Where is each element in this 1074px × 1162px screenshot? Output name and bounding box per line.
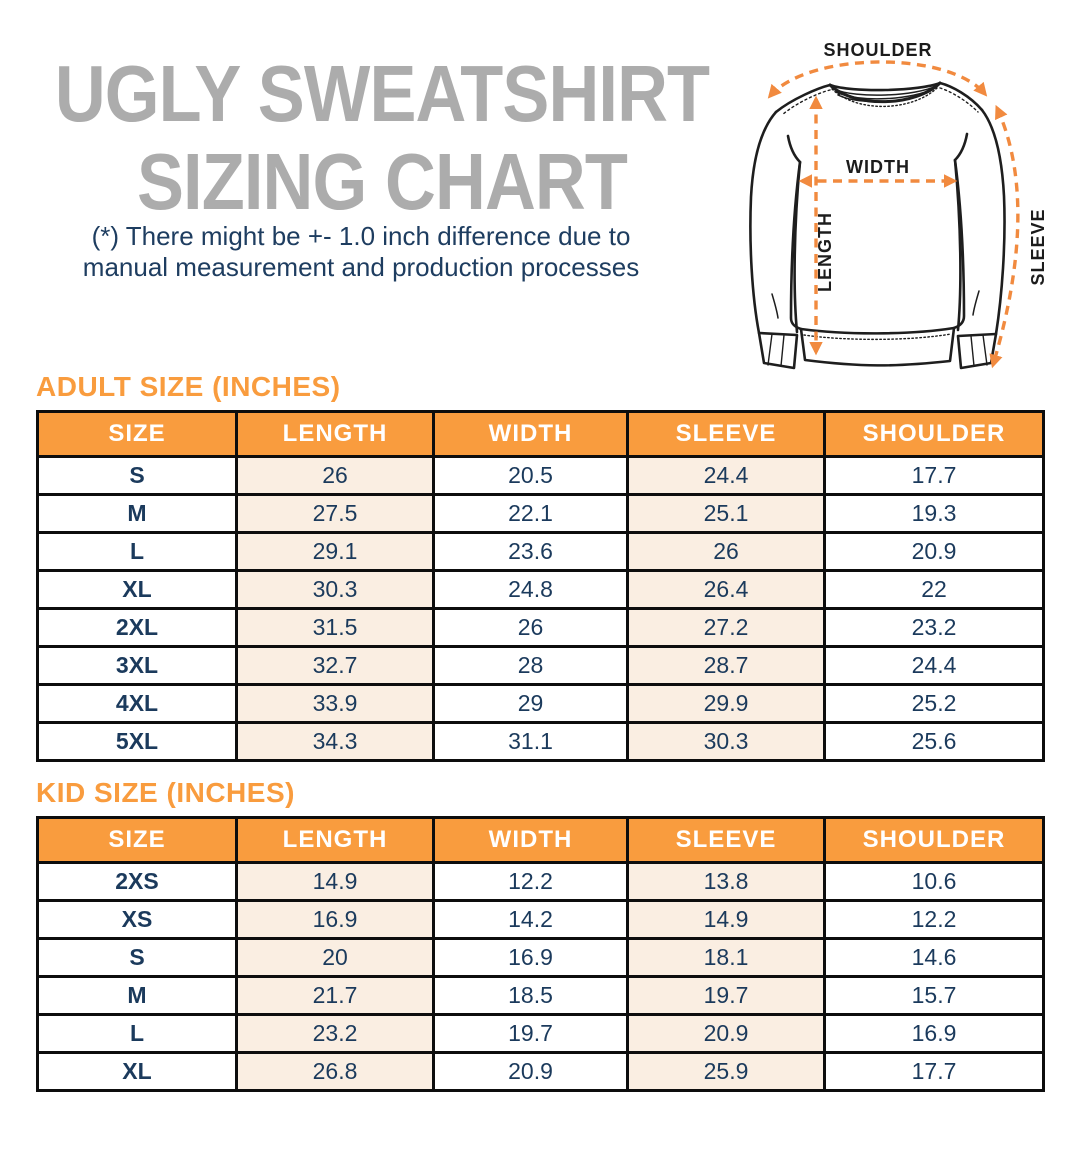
- value-cell: 12.2: [434, 863, 628, 901]
- value-cell: 26: [237, 457, 434, 495]
- value-cell: 19.3: [825, 495, 1044, 533]
- value-cell: 27.2: [628, 609, 825, 647]
- value-cell: 20.5: [434, 457, 628, 495]
- value-cell: 10.6: [825, 863, 1044, 901]
- kid-size-heading: KID SIZE (INCHES): [36, 777, 295, 808]
- table-row: [38, 1053, 1044, 1091]
- value-cell: 28: [434, 647, 628, 685]
- value-cell: 25.1: [628, 495, 825, 533]
- value-cell: 24.8: [434, 571, 628, 609]
- value-cell: 26.8: [237, 1053, 434, 1091]
- size-cell: 4XL: [38, 685, 237, 723]
- table-row: [38, 571, 1044, 609]
- value-cell: 23.6: [434, 533, 628, 571]
- value-cell: 16.9: [825, 1015, 1044, 1053]
- shoulder-label: SHOULDER: [823, 40, 933, 60]
- size-cell: XS: [38, 901, 237, 939]
- value-cell: 15.7: [825, 977, 1044, 1015]
- size-cell: 5XL: [38, 723, 237, 761]
- size-cell: 3XL: [38, 647, 237, 685]
- size-cell: M: [38, 495, 237, 533]
- value-cell: 32.7: [237, 647, 434, 685]
- table-row: [38, 863, 1044, 901]
- value-cell: 25.2: [825, 685, 1044, 723]
- table-row: [38, 457, 1044, 495]
- value-cell: 18.1: [628, 939, 825, 977]
- size-cell: S: [38, 457, 237, 495]
- value-cell: 16.9: [237, 901, 434, 939]
- value-cell: 22.1: [434, 495, 628, 533]
- adult-size-table: [36, 410, 1045, 762]
- value-cell: 31.1: [434, 723, 628, 761]
- value-cell: 19.7: [434, 1015, 628, 1053]
- disclaimer-line2: manual measurement and production processes: [82, 252, 640, 282]
- value-cell: 18.5: [434, 977, 628, 1015]
- value-cell: 14.9: [628, 901, 825, 939]
- column-header-size: SIZE: [38, 818, 237, 863]
- adult-header-row: [38, 412, 1044, 457]
- table-row: [38, 609, 1044, 647]
- value-cell: 14.9: [237, 863, 434, 901]
- size-cell: L: [38, 533, 237, 571]
- disclaimer-line1: (*) There might be +- 1.0 inch difference due to: [91, 221, 631, 251]
- column-header-width: WIDTH: [434, 412, 628, 457]
- value-cell: 25.6: [825, 723, 1044, 761]
- value-cell: 20.9: [825, 533, 1044, 571]
- value-cell: 26.4: [628, 571, 825, 609]
- value-cell: 29: [434, 685, 628, 723]
- value-cell: 20.9: [628, 1015, 825, 1053]
- adult-size-heading: ADULT SIZE (INCHES): [36, 371, 341, 402]
- page-title-line2: SIZING CHART: [136, 137, 628, 226]
- table-row: [38, 901, 1044, 939]
- value-cell: 23.2: [825, 609, 1044, 647]
- value-cell: 26: [628, 533, 825, 571]
- size-cell: 2XL: [38, 609, 237, 647]
- width-label: WIDTH: [846, 157, 910, 177]
- column-header-sleeve: SLEEVE: [628, 818, 825, 863]
- value-cell: 25.9: [628, 1053, 825, 1091]
- value-cell: 13.8: [628, 863, 825, 901]
- value-cell: 21.7: [237, 977, 434, 1015]
- value-cell: 17.7: [825, 457, 1044, 495]
- value-cell: 28.7: [628, 647, 825, 685]
- size-cell: XL: [38, 571, 237, 609]
- table-row: [38, 647, 1044, 685]
- kid-header-row: [38, 818, 1044, 863]
- column-header-width: WIDTH: [434, 818, 628, 863]
- value-cell: 27.5: [237, 495, 434, 533]
- sweatshirt-outline: [750, 83, 1004, 368]
- column-header-length: LENGTH: [237, 412, 434, 457]
- size-cell: S: [38, 939, 237, 977]
- size-cell: 2XS: [38, 863, 237, 901]
- value-cell: 33.9: [237, 685, 434, 723]
- value-cell: 20.9: [434, 1053, 628, 1091]
- value-cell: 26: [434, 609, 628, 647]
- size-cell: L: [38, 1015, 237, 1053]
- sweatshirt-measurement-diagram: [730, 0, 1074, 390]
- value-cell: 12.2: [825, 901, 1044, 939]
- value-cell: 14.2: [434, 901, 628, 939]
- table-row: [38, 939, 1044, 977]
- column-header-length: LENGTH: [237, 818, 434, 863]
- disclaimer: [8, 221, 714, 283]
- table-row: [38, 495, 1044, 533]
- page-title: [30, 50, 734, 226]
- value-cell: 22: [825, 571, 1044, 609]
- kid-size-table: [36, 816, 1045, 1092]
- value-cell: 31.5: [237, 609, 434, 647]
- column-header-shoulder: SHOULDER: [825, 412, 1044, 457]
- table-row: [38, 977, 1044, 1015]
- value-cell: 24.4: [628, 457, 825, 495]
- value-cell: 29.1: [237, 533, 434, 571]
- table-row: [38, 1015, 1044, 1053]
- value-cell: 14.6: [825, 939, 1044, 977]
- table-row: [38, 533, 1044, 571]
- column-header-size: SIZE: [38, 412, 237, 457]
- size-cell: XL: [38, 1053, 237, 1091]
- value-cell: 16.9: [434, 939, 628, 977]
- value-cell: 23.2: [237, 1015, 434, 1053]
- value-cell: 20: [237, 939, 434, 977]
- value-cell: 30.3: [628, 723, 825, 761]
- value-cell: 30.3: [237, 571, 434, 609]
- value-cell: 29.9: [628, 685, 825, 723]
- length-label: LENGTH: [815, 212, 835, 292]
- column-header-shoulder: SHOULDER: [825, 818, 1044, 863]
- column-header-sleeve: SLEEVE: [628, 412, 825, 457]
- value-cell: 24.4: [825, 647, 1044, 685]
- size-cell: M: [38, 977, 237, 1015]
- value-cell: 19.7: [628, 977, 825, 1015]
- table-row: [38, 685, 1044, 723]
- value-cell: 17.7: [825, 1053, 1044, 1091]
- page-title-line1: UGLY SWEATSHIRT: [54, 49, 710, 138]
- table-row: [38, 723, 1044, 761]
- value-cell: 34.3: [237, 723, 434, 761]
- sleeve-label: SLEEVE: [1028, 208, 1048, 286]
